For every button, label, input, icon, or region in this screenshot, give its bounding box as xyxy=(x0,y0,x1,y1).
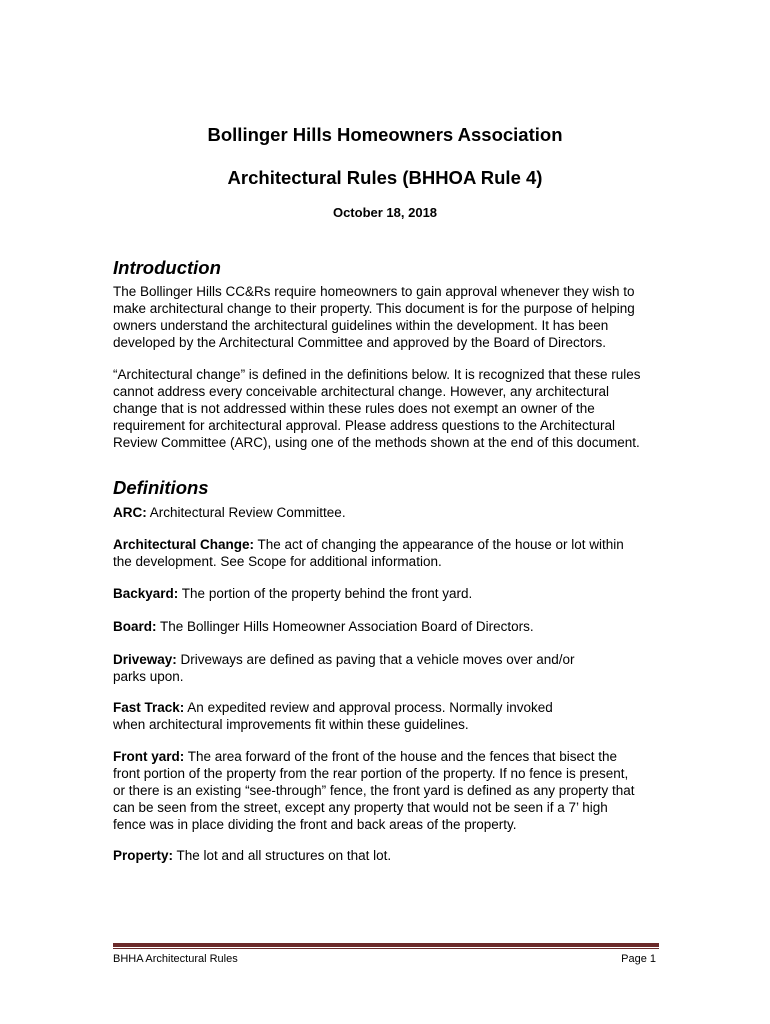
definition-text: The lot and all structures on that lot. xyxy=(173,848,392,863)
definition-backyard xyxy=(113,585,673,602)
footer-divider-thin xyxy=(113,948,659,949)
definition-text: Driveways are defined as paving that a vehicle moves over and/or parks upon. xyxy=(113,652,575,684)
definition-architectural-change xyxy=(113,536,673,570)
definition-term: Architectural Change: xyxy=(113,537,255,552)
footer-document-name: BHHA Architectural Rules xyxy=(113,953,238,965)
definition-term: ARC: xyxy=(113,505,147,520)
definitions-heading: Definitions xyxy=(113,477,209,498)
definition-text: The Bollinger Hills Homeowner Association Board of Directors. xyxy=(156,619,534,634)
footer-divider xyxy=(113,943,659,947)
definition-text: An expedited review and approval process. Normally invoked when architectural improvements fit within these guidelines. xyxy=(113,700,553,732)
definition-term: Fast Track: xyxy=(113,700,185,715)
definition-term: Board: xyxy=(113,619,157,634)
definition-board xyxy=(113,618,673,635)
definition-fast-track xyxy=(113,699,673,733)
document-date: October 18, 2018 xyxy=(332,205,438,220)
introduction-heading: Introduction xyxy=(113,257,221,278)
definition-arc xyxy=(113,504,673,521)
definition-text: The act of changing the appearance of the house or lot within the development. See Scope for additional information. xyxy=(113,537,624,569)
definition-property xyxy=(113,847,673,864)
definition-term: Front yard: xyxy=(113,749,185,764)
introduction-paragraph-2: “Architectural change” is defined in the definitions below. It is recognized that these rules cannot address every conceivable architectural change. However, any architectural change that is not addressed within these rules does not exempt an owner of the requirement for architectural approval. Please address questions to the Architectural Review Committee (ARC), using one of the methods shown at the end of this document. xyxy=(113,367,641,450)
definition-text: The portion of the property behind the front yard. xyxy=(178,586,473,601)
document-title: Bollinger Hills Homeowners Association xyxy=(207,124,563,145)
definition-front-yard xyxy=(113,748,673,833)
definition-driveway xyxy=(113,651,673,685)
definition-term: Backyard: xyxy=(113,586,179,601)
definition-term: Property: xyxy=(113,848,174,863)
introduction-paragraph-1: The Bollinger Hills CC&Rs require homeowners to gain approval whenever they wish to make architectural change to their property. This document is for the purpose of helping owners understand the architectural guidelines within the development. It has been developed by the Architectural Committee and approved by the Board of Directors. xyxy=(113,284,635,350)
definition-term: Driveway: xyxy=(113,652,177,667)
document-subtitle: Architectural Rules (BHHOA Rule 4) xyxy=(227,167,543,188)
definition-text: Architectural Review Committee. xyxy=(146,505,346,520)
footer-page-number: Page 1 xyxy=(621,953,656,965)
definition-text: The area forward of the front of the house and the fences that bisect the front portion of the property from the rear portion of the property. If no fence is present, or there is an existing “see-through” fence, the front yard is defined as any property that can be seen from the street, except any property that would not be seen if a 7’ high fence was in place dividing the front and back areas of the property. xyxy=(113,749,635,832)
